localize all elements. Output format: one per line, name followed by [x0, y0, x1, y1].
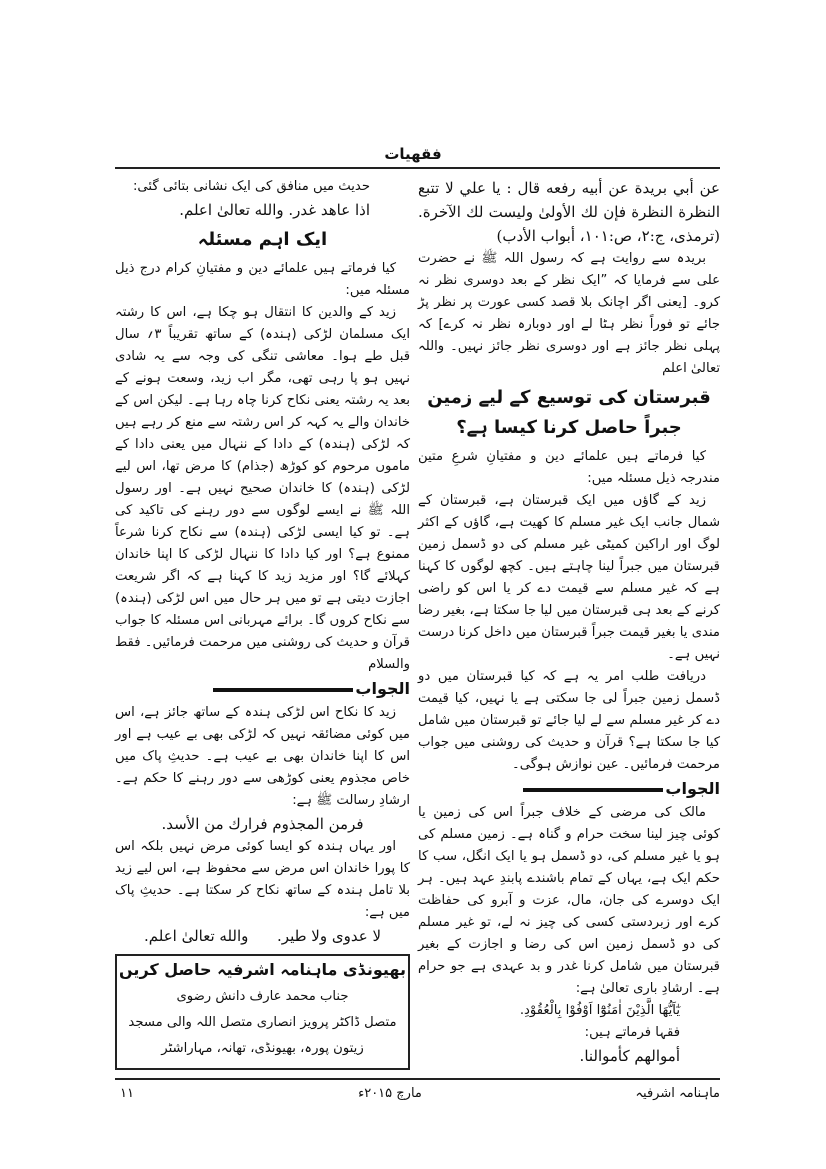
- quran-verse: يٰٓاَيُّهَا الَّذِيْنَ اٰمَنُوْٓا اَوْفُوْا بِالْعُقُوْدِ.: [519, 1003, 680, 1018]
- footer-magazine: ماہنامہ اشرفیہ: [635, 1086, 720, 1101]
- answer-body: مالک کی مرضی کے خلاف جبراً اس کی زمین یا کوئی چیز لینا سخت حرام و گناہ ہے۔ زمین مسلم کی ہو یا غیر مسلم کی، دو ڈسمل ہو یا ایک انگل، سب کا حکم ایک ہے، یہاں کے تمام باشندے پابندِ عہد ہیں۔ ہر ایک دوسرے کی جان، مال، عزت و آبرو کی حفاظت کرے اور زبردستی کسی کی چیز نہ لے، تو غیر مسلم کی دو ڈسمل زمین اس کی رضا و اجازت کے بغیر قبرستان میں شامل کرنا غدر و بد عہدی ہے جو حرام ہے۔ ارشادِ باری تعالیٰ ہے:: [418, 805, 720, 996]
- hadith-note: حدیث میں منافق کی ایک نشانی بتائی گئی:: [132, 179, 370, 194]
- answer-body-2: اور یہاں ہندہ کو ایسا کوئی مرض نہیں بلکہ اس کا پورا خاندان اس مرض سے محفوظ ہے، اس لیے زید بلا تامل ہندہ کے ساتھ نکاح کر سکتا ہے۔ حدیثِ پاک میں ہے:: [115, 839, 410, 920]
- answer-label: الجواب: [355, 679, 410, 698]
- hadith-urdu: بریدہ سے روایت ہے کہ رسول اللہ ﷺ نے حضرت علی سے فرمایا کہ ”ایک نظر کے بعد دوسری نظر نہ کرو۔ [یعنی اگر اچانک بلا قصد کسی عورت پر نظر پڑ جائے تو فوراً نظر ہٹا لے اور دوبارہ نظر نہ کرے] کہ پہلی نظر جائز ہے اور دوسری نظر جائز نہیں۔ واللہ تعالیٰ اعلم: [418, 251, 720, 376]
- box-line-1: جناب محمد عارف دانش رضوی: [176, 989, 349, 1004]
- box-title: بھیونڈی ماہنامہ اشرفیہ حاصل کریں: [119, 960, 406, 979]
- footer-date: مارچ ۲۰۱۵ء: [358, 1086, 422, 1101]
- answer-heading: [418, 776, 720, 802]
- answer-dash: [213, 688, 353, 692]
- section-heading: قبرستان کی توسیع کے لیے زمین جبراً حاصل کرنا کیسا ہے؟: [427, 387, 711, 438]
- closing-arabic: لا عدوى ولا طير. والله تعالىٰ اعلم.: [144, 927, 381, 945]
- subscription-box: [115, 954, 410, 1070]
- answer-dash: [523, 788, 663, 792]
- footer-page-number: ۱۱: [120, 1086, 134, 1101]
- question-ask: دریافت طلب امر یہ ہے کہ کیا قبرستان میں دو ڈسمل زمین جبراً لی جا سکتی ہے یا نہیں، کیا قیمت دے کر غیر مسلم سے لے لیا جائے تو قبرستان میں شامل کیا جا سکتا ہے؟ قرآن و حدیث کی روشنی میں جواب مرحمت فرمائیں۔ عین نوازش ہوگی۔: [418, 669, 720, 772]
- header-rule: [115, 167, 720, 169]
- right-column: [418, 176, 720, 1068]
- answer-body: زید کا نکاح اس لڑکی ہندہ کے ساتھ جائز ہے، اس میں کوئی مضائقہ نہیں کہ لڑکی بھی بے عیب ہے اور اس کا اپنا خاندان بھی بے عیب ہے۔ حدیثِ پاک میں خاص مجذوم یعنی کوڑھی سے دور رہنے کا حکم ہے۔ ارشادِ رسالت ﷺ ہے:: [115, 705, 410, 808]
- box-line-2: متصل ڈاکٹر پرویز انصاری متصل اللہ والی مسجد: [128, 1015, 397, 1030]
- hadith-arabic: عن أبي بريدة عن أبيه رفعه قال : يا علي لا تتبع النظرة النظرة فإن لك الأولىٰ وليست لك الآخرة. (ترمذی، ج:۲، ص:۱۰۱، أبواب الأدب): [418, 179, 720, 245]
- left-column: [115, 176, 410, 1070]
- hadith-note-arabic: اذا عاهد غدر. والله تعالىٰ اعلم.: [179, 201, 370, 219]
- fuqaha-quote: أموالهم كأموالنا.: [579, 1047, 680, 1065]
- fuqaha-label: فقہا فرماتے ہیں:: [584, 1025, 680, 1040]
- hadith-arabic: فرمن المجذوم فرارك من الأسد.: [161, 815, 364, 833]
- question-body: زید کے والدین کا انتقال ہو چکا ہے، اس کا رشتہ ایک مسلمان لڑکی (ہندہ) کے ساتھ تقریباً ۳؍ سال قبل طے ہوا۔ معاشی تنگی کی وجہ سے یہ شادی نہیں ہو پا رہی تھی، مگر اب زید، وسعت ہونے کے بعد یہ رشتہ یعنی نکاح کرنا چاہ رہا ہے۔ لیکن اس کے خاندان والے یہ کہہ کر اس رشتہ سے منع کر رہے ہیں کہ لڑکی (ہندہ) کے دادا کے ننہال میں یعنی دادا کے ماموں مرحوم کو کوڑھ (جذام) کا مرض تھا، اس لیے لڑکی (ہندہ) کا خاندان صحیح نہیں ہے۔ اور رسول اللہ ﷺ نے ایسے لوگوں سے دور رہنے کی تاکید کی ہے۔ تو کیا ایسی لڑکی (ہندہ) سے نکاح کرنا شرعاً ممنوع ہے؟ اور کیا دادا کا ننہال لڑکی کا اپنا خاندان کہلائے گا؟ اور مزید زید کا کہنا ہے کہ اگر شریعت اجازت دیتی ہے تو میں ہر حال میں اس لڑکی (ہندہ) سے نکاح کروں گا۔ برائے مہربانی اس مسئلہ کا جواب قرآن و حدیث کی روشنی میں مرحمت فرمائیں۔ فقط والسلام: [115, 305, 410, 672]
- page-header-title: فقهيات: [384, 145, 442, 163]
- box-line-3: زیتون پورہ، بھیونڈی، تھانہ، مہاراشٹر: [161, 1041, 364, 1056]
- answer-label: الجواب: [665, 779, 720, 798]
- answer-heading: [115, 676, 410, 702]
- footer-rule: [115, 1078, 720, 1080]
- section-heading: ایک اہم مسئلہ: [197, 229, 328, 250]
- question-intro: کیا فرماتے ہیں علمائے دین و مفتیانِ کرام درج ذیل مسئلہ میں:: [115, 261, 410, 298]
- question-body: زید کے گاؤں میں ایک قبرستان ہے، قبرستان کے شمال جانب ایک غیر مسلم کا کھیت ہے، گاؤں کے اکثر لوگ اور اراکین کمیٹی غیر مسلم کی دو ڈسمل زمین قبرستان میں جبراً لینا چاہتے ہیں۔ کچھ لوگوں کا کہنا ہے کہ غیر مسلم سے قیمت دے کر یا اس کو راضی کرنے کے بعد ہی قبرستان میں لیا جا سکتا ہے، بغیر رضا مندی یا بغیر قیمت جبراً قبرستان میں داخل کرنا درست نہیں ہے۔: [418, 493, 720, 662]
- question-intro: کیا فرماتے ہیں علمائے دین و مفتیانِ شرعِ متین مندرجہ ذیل مسئلہ میں:: [418, 449, 720, 486]
